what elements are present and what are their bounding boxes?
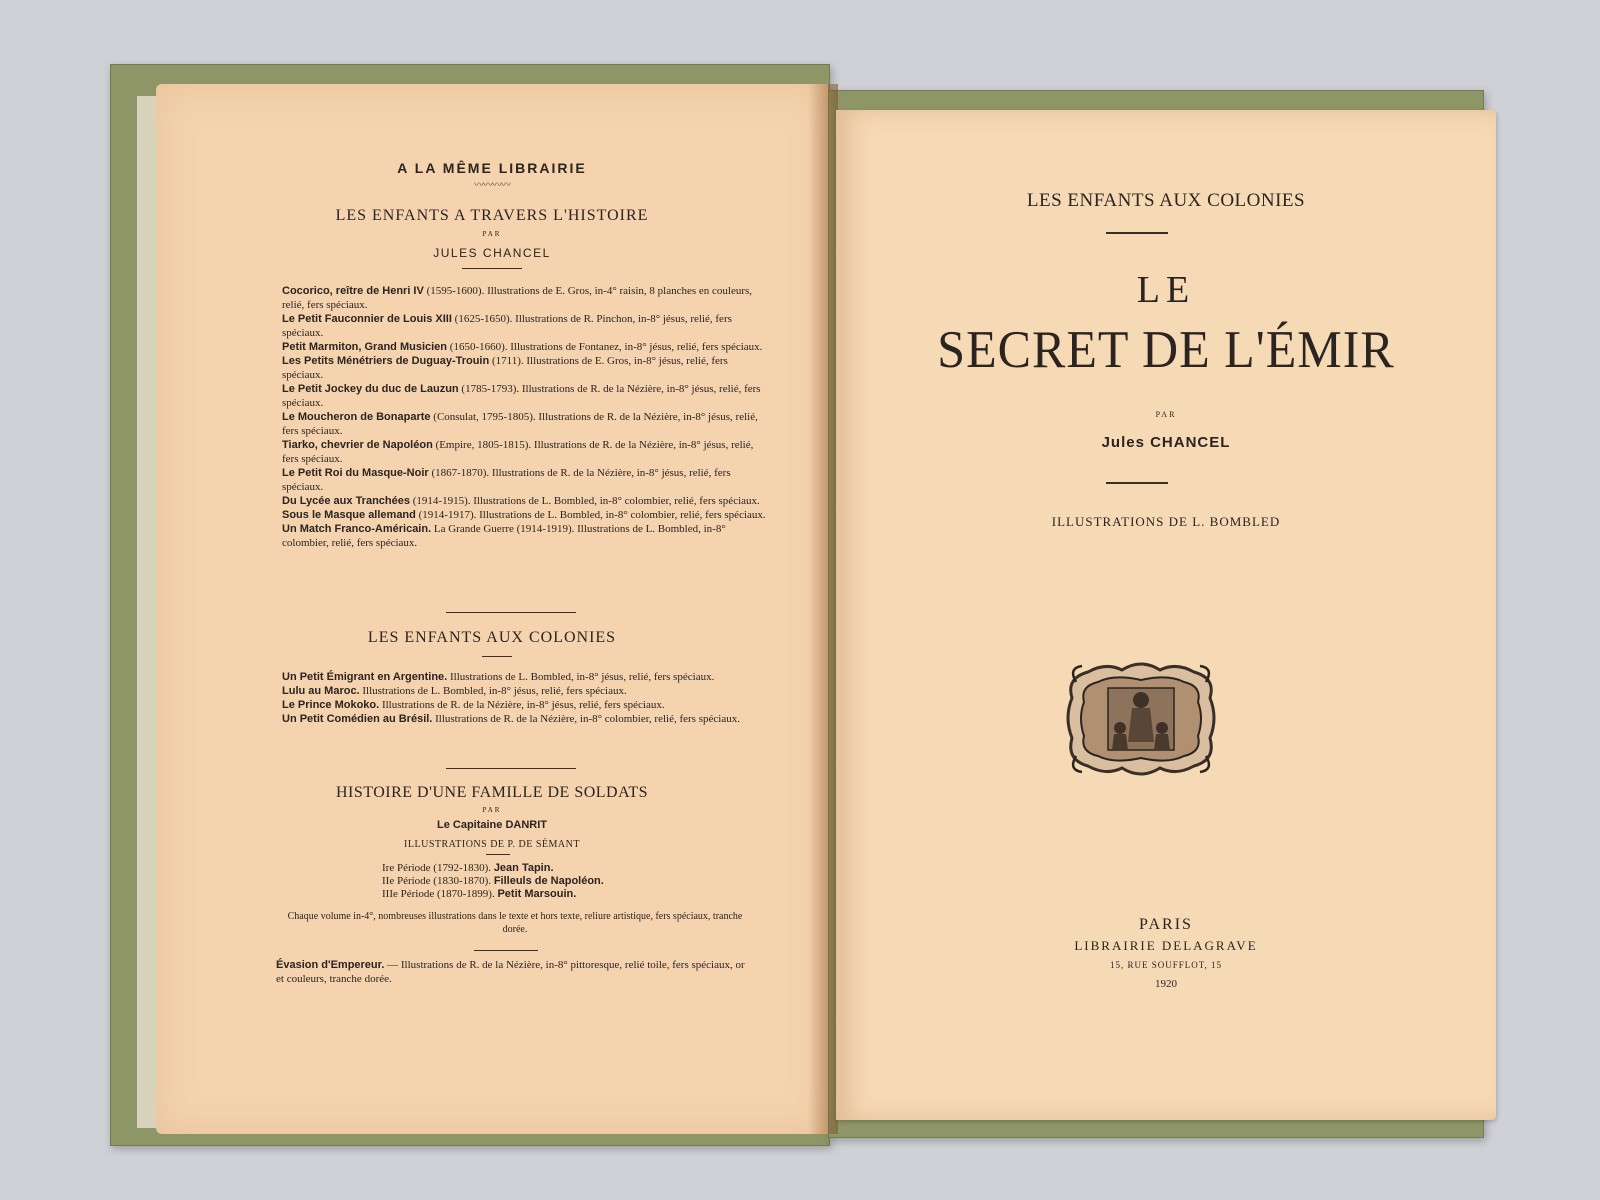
divider [446, 768, 576, 769]
divider [1106, 232, 1168, 234]
divider [1106, 482, 1168, 484]
divider [486, 854, 510, 855]
series1-list [282, 284, 766, 550]
left-header: A LA MÊME LIBRAIRIE [397, 160, 587, 176]
series2-list [282, 670, 766, 726]
list-item: Du Lycée aux Tranchées (1914-1915). Illustrations de L. Bombled, in-8° colombier, relié, fers spéciaux. [282, 495, 760, 507]
periods-list [382, 862, 682, 901]
list-item: Petit Marmiton, Grand Musicien (1650-1660). Illustrations de Fontanez, in-8° jésus, relié, fers spéciaux. [282, 341, 763, 353]
list-item: Ire Période (1792-1830). Jean Tapin. [382, 862, 554, 874]
series-heading: LES ENFANTS AUX COLONIES [1026, 190, 1306, 211]
divider [474, 950, 538, 951]
author-name: Jules CHANCEL [1101, 434, 1231, 451]
list-item: Le Moucheron de Bonaparte (Consulat, 1795-1805). Illustrations de R. de la Nézière, in-8° jésus, relié, fers spéciaux. [282, 411, 758, 437]
publication-year: 1920 [1155, 978, 1177, 990]
series3-note: Chaque volume in-4°, nombreuses illustrations dans le texte et hors texte, reliure artistique, fers spéciaux, tranche dorée. [287, 911, 743, 935]
list-item: Cocorico, reître de Henri IV (1595-1600). Illustrations de E. Gros, in-4° raisin, 8 planches en couleurs, relié, fers spéciaux. [282, 285, 753, 311]
series1-par: PAR [482, 230, 502, 238]
title-line1: LE [1136, 269, 1196, 311]
series2-title: LES ENFANTS AUX COLONIES [367, 629, 617, 646]
city: PARIS [1139, 916, 1193, 933]
list-item: Un Match Franco-Américain. La Grande Guerre (1914-1919). Illustrations de L. Bombled, in-8° colombier, relié, fers spéciaux. [282, 523, 726, 549]
book-title: SECRET DE L'ÉMIR [937, 319, 1395, 379]
series3-par: PAR [482, 806, 502, 814]
title-page [836, 110, 1496, 1120]
publisher-address: 15, RUE SOUFFLOT, 15 [1109, 960, 1223, 970]
list-item: Le Prince Mokoko. Illustrations de R. de la Nézière, in-8° jésus, relié, fers spéciaux. [282, 699, 665, 711]
publisher: LIBRAIRIE DELAGRAVE [1074, 938, 1258, 953]
list-item: Le Petit Fauconnier de Louis XIII (1625-1650). Illustrations de R. Pinchon, in-8° jésus, relié, fers spéciaux. [282, 313, 732, 339]
series3-title: HISTOIRE D'UNE FAMILLE DE SOLDATS [335, 784, 649, 801]
list-item: Tiarko, chevrier de Napoléon (Empire, 1805-1815). Illustrations de R. de la Nézière, in-8° jésus, relié, fers spéciaux. [282, 439, 754, 465]
par-label: PAR [1155, 410, 1177, 419]
list-item: Un Petit Comédien au Brésil. Illustrations de R. de la Nézière, in-8° colombier, relié, fers spéciaux. [282, 713, 740, 725]
divider [462, 268, 522, 269]
series1-author: JULES CHANCEL [433, 246, 551, 260]
left-page [156, 84, 828, 1134]
list-item: Le Petit Roi du Masque-Noir (1867-1870). Illustrations de R. de la Nézière, in-8° jésus, relié, fers spéciaux. [282, 467, 731, 493]
series3-author: Le Capitaine DANRIT [436, 819, 547, 831]
list-item: Les Petits Ménétriers de Duguay-Trouin (1711). Illustrations de E. Gros, in-8° jésus, relié, fers spéciaux. [282, 355, 728, 381]
list-item: Sous le Masque allemand (1914-1917). Illustrations de L. Bombled, in-8° colombier, relié, fers spéciaux. [282, 509, 766, 521]
extra-entry: Évasion d'Empereur. — Illustrations de R. de la Nézière, in-8° pittoresque, relié toile, fers spéciaux, or et couleurs, tranche dorée. [276, 959, 745, 985]
ornament-vignette-icon [1062, 658, 1220, 780]
series3-illustrations: ILLUSTRATIONS DE P. DE SÉMANT [404, 839, 580, 850]
gutter-shadow [808, 84, 838, 1134]
divider [446, 612, 576, 613]
list-item: Lulu au Maroc. Illustrations de L. Bombled, in-8° jésus, relié, fers spéciaux. [282, 685, 627, 697]
list-item: IIe Période (1830-1870). Filleuls de Napoléon. [382, 875, 604, 887]
series1-title: LES ENFANTS A TRAVERS L'HISTOIRE [335, 207, 649, 224]
list-item: IIIe Période (1870-1899). Petit Marsouin. [382, 888, 577, 900]
wavy-ornament: 〰〰〰〰 [474, 180, 510, 191]
list-item: Un Petit Émigrant en Argentine. Illustrations de L. Bombled, in-8° jésus, relié, fers spéciaux. [282, 671, 715, 683]
illustrator-credit: ILLUSTRATIONS DE L. BOMBLED [1051, 514, 1281, 529]
list-item: Le Petit Jockey du duc de Lauzun (1785-1793). Illustrations de R. de la Nézière, in-8° jésus, relié, fers spéciaux. [282, 383, 761, 409]
divider [482, 656, 512, 657]
